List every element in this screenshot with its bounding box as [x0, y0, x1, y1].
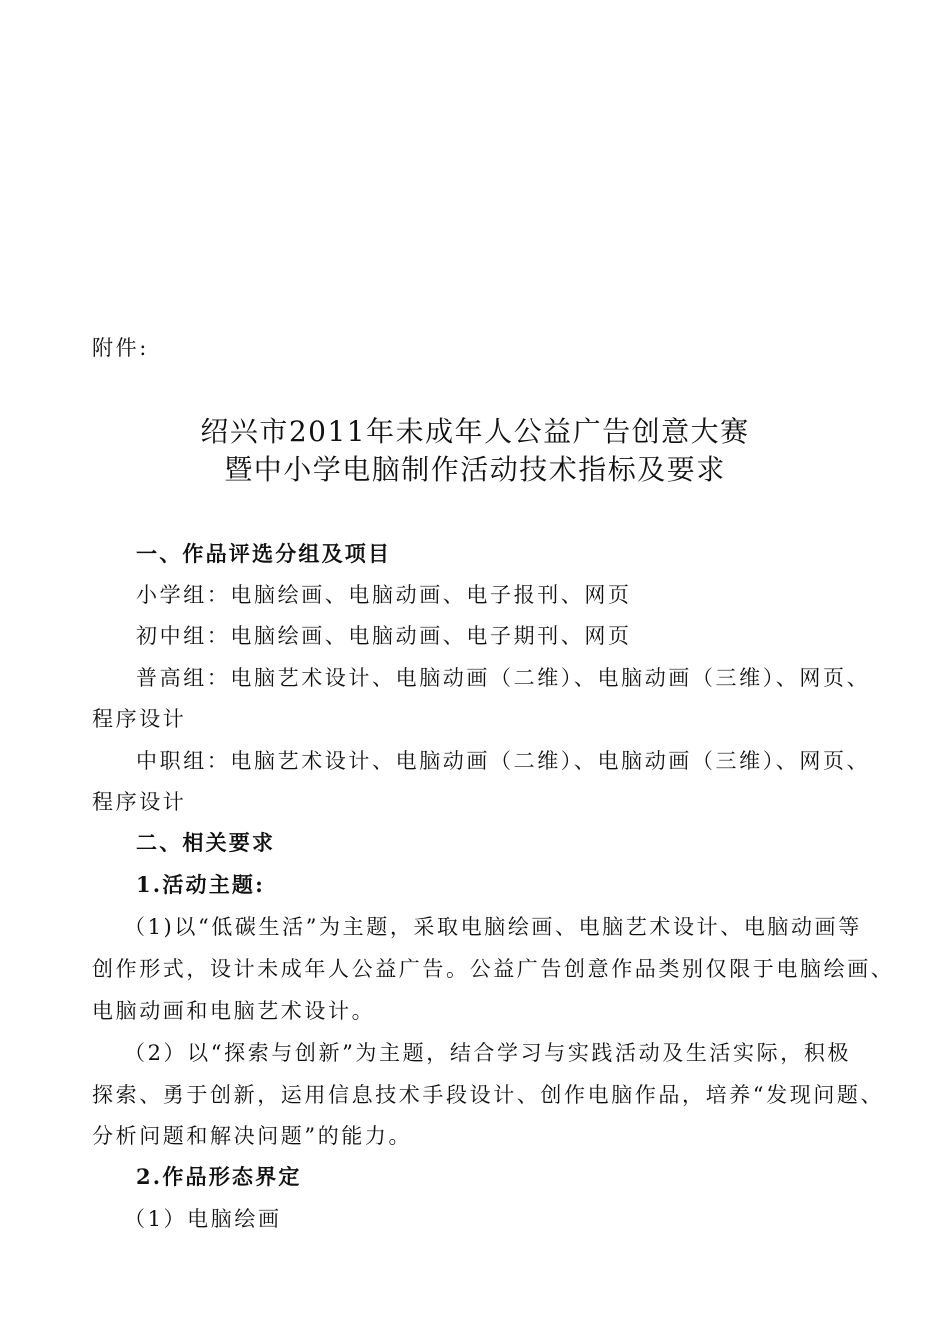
section2-heading: 二、相关要求 — [136, 830, 276, 855]
attachment-label: 附件: — [92, 336, 149, 360]
title-line-1: 绍兴市2011年未成年人公益广告创意大赛 — [200, 415, 750, 448]
item1-paragraph2-line3: 分析问题和解决问题”的能力。 — [92, 1124, 413, 1148]
item2-subitem1: （1）电脑绘画 — [124, 1207, 282, 1231]
item1-paragraph2-line1: （2）以“探索与创新”为主题，结合学习与实践活动及生活实际，积极 — [124, 1041, 852, 1065]
item1-paragraph1-line3: 电脑动画和电脑艺术设计。 — [92, 999, 376, 1023]
group-junior: 初中组：电脑绘画、电脑动画、电子期刊、网页 — [136, 624, 632, 648]
group-senior-line2: 程序设计 — [92, 707, 187, 731]
item1-paragraph1-line2: 创作形式，设计未成年人公益广告。公益广告创意作品类别仅限于电脑绘画、 — [92, 957, 895, 981]
group-primary: 小学组：电脑绘画、电脑动画、电子报刊、网页 — [136, 583, 632, 607]
item1-paragraph2-line2: 探索、勇于创新，运用信息技术手段设计、创作电脑作品，培养“发现问题、 — [92, 1083, 885, 1107]
item1-heading: 1.活动主题: — [136, 872, 266, 897]
group-vocational-line2: 程序设计 — [92, 790, 187, 814]
group-senior-line1: 普高组：电脑艺术设计、电脑动画（二维）、电脑动画（三维）、网页、 — [136, 666, 871, 690]
item2-heading: 2.作品形态界定 — [136, 1164, 302, 1189]
group-vocational-line1: 中职组：电脑艺术设计、电脑动画（二维）、电脑动画（三维）、网页、 — [136, 749, 871, 773]
section1-heading: 一、作品评选分组及项目 — [136, 541, 392, 566]
item1-paragraph1-line1: （1)以“低碳生活”为主题，采取电脑绘画、电脑艺术设计、电脑动画等 — [124, 915, 862, 939]
title-line-2: 暨中小学电脑制作活动技术指标及要求 — [224, 453, 726, 486]
